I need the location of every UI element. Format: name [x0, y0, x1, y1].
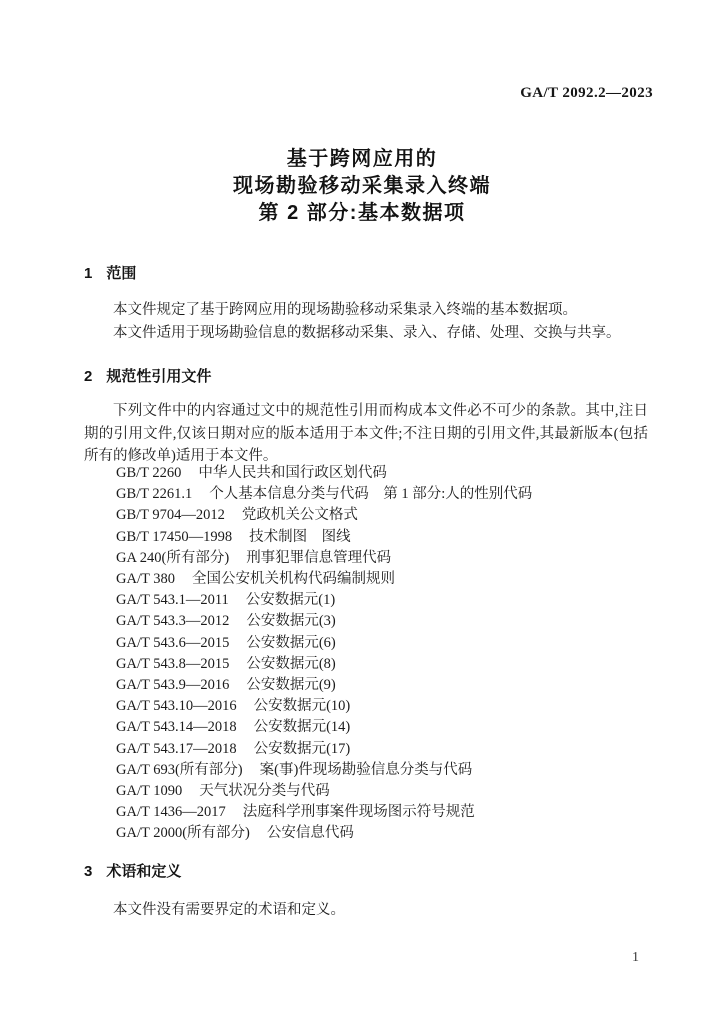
reference-title: 公安数据元(1): [245, 592, 336, 609]
reference-item: [116, 463, 656, 484]
reference-item: [116, 505, 656, 526]
reference-title: 公安数据元(9): [246, 677, 336, 694]
title-line-2: 现场勘验移动采集录入终端: [233, 175, 491, 197]
reference-item: [116, 633, 656, 654]
reference-title: 公安数据元(17): [253, 740, 351, 757]
reference-code: GA/T 543.8—2015: [116, 655, 230, 672]
reference-title: 中华人民共和国行政区划代码: [198, 465, 387, 481]
reference-item: [116, 548, 656, 569]
paragraph: 本文件规定了基于跨网应用的现场勘验移动采集录入终端的基本数据项。: [113, 302, 577, 318]
reference-code: GB/T 2260: [116, 465, 182, 481]
reference-list: [116, 463, 656, 845]
reference-code: GB/T 9704—2012: [116, 507, 225, 524]
reference-title: 公安数据元(6): [246, 634, 336, 651]
reference-title: 公安数据元(10): [253, 698, 351, 715]
reference-code: GA/T 543.6—2015: [116, 634, 230, 651]
section-1-title: 范围: [106, 265, 137, 282]
reference-code: GA/T 543.3—2012: [116, 613, 230, 630]
reference-title: 公安数据元(3): [246, 613, 336, 630]
reference-title: 公安数据元(14): [253, 719, 351, 736]
standard-number: GA/T 2092.2—2023: [520, 85, 653, 101]
reference-item: [116, 781, 656, 802]
reference-item: [116, 760, 656, 781]
section-1-heading: [84, 262, 136, 283]
reference-code: GA/T 543.14—2018: [116, 719, 237, 736]
title-line-1: 基于跨网应用的: [286, 148, 438, 170]
reference-code: GA/T 1090: [116, 783, 183, 800]
section-2-body: [84, 400, 648, 468]
section-3-number: 3: [84, 863, 93, 880]
reference-code: GB/T 17450—1998: [116, 528, 233, 545]
section-1-body: [84, 299, 648, 345]
section-2-title: 规范性引用文件: [106, 368, 212, 385]
reference-title: 技术制图 图线: [249, 528, 351, 545]
reference-item: [116, 823, 656, 844]
reference-item: [116, 527, 656, 548]
reference-code: GA/T 543.10—2016: [116, 698, 237, 715]
reference-title: 法庭科学刑事案件现场图示符号规范: [242, 804, 475, 821]
reference-code: GA/T 1436—2017: [116, 804, 226, 821]
section-1-number: 1: [84, 265, 93, 282]
reference-item: [116, 675, 656, 696]
reference-code: GA/T 380: [116, 571, 175, 588]
reference-item: [116, 696, 656, 717]
reference-title: 党政机关公文格式: [241, 507, 358, 524]
section-3-title: 术语和定义: [106, 863, 182, 880]
reference-item: [116, 802, 656, 823]
section-3-body: [84, 899, 648, 922]
reference-code: GA/T 2000(所有部分): [116, 825, 250, 842]
reference-item: [116, 654, 656, 675]
page-number: 1: [632, 950, 639, 965]
reference-item: [116, 484, 656, 505]
reference-code: GA/T 543.1—2011: [116, 592, 229, 609]
section-2-number: 2: [84, 368, 93, 385]
reference-title: 个人基本信息分类与代码 第 1 部分:人的性别代码: [209, 486, 533, 503]
reference-title: 案(事)件现场勘验信息分类与代码: [259, 761, 473, 778]
title-line-3: 第 2 部分:基本数据项: [258, 202, 466, 224]
reference-item: [116, 739, 656, 760]
reference-item: [116, 717, 656, 738]
reference-item: [116, 569, 656, 590]
section-2-heading: [84, 365, 211, 386]
paragraph: 本文件适用于现场勘验信息的数据移动采集、录入、存储、处理、交换与共享。: [113, 325, 621, 341]
reference-code: GA/T 543.17—2018: [116, 740, 237, 757]
reference-item: [116, 611, 656, 632]
reference-title: 全国公安机关机构代码编制规则: [191, 571, 395, 588]
reference-title: 公安数据元(8): [246, 655, 336, 672]
reference-title: 刑事犯罪信息管理代码: [246, 549, 392, 566]
reference-item: [116, 590, 656, 611]
reference-code: GB/T 2261.1: [116, 486, 193, 503]
paragraph: 下列文件中的内容通过文中的规范性引用而构成本文件必不可少的条款。其中,注日期的引用文件,仅该日期对应的版本适用于本文件;不注日期的引用文件,其最新版本(包括所有的修改单)适用于本文件。: [84, 403, 648, 465]
paragraph: 本文件没有需要界定的术语和定义。: [113, 902, 345, 918]
document-title: [0, 146, 724, 227]
reference-title: 天气状况分类与代码: [199, 783, 330, 800]
section-3-heading: [84, 860, 181, 881]
reference-title: 公安信息代码: [266, 825, 354, 842]
reference-code: GA 240(所有部分): [116, 549, 230, 566]
reference-code: GA/T 543.9—2016: [116, 677, 230, 694]
reference-code: GA/T 693(所有部分): [116, 761, 243, 778]
